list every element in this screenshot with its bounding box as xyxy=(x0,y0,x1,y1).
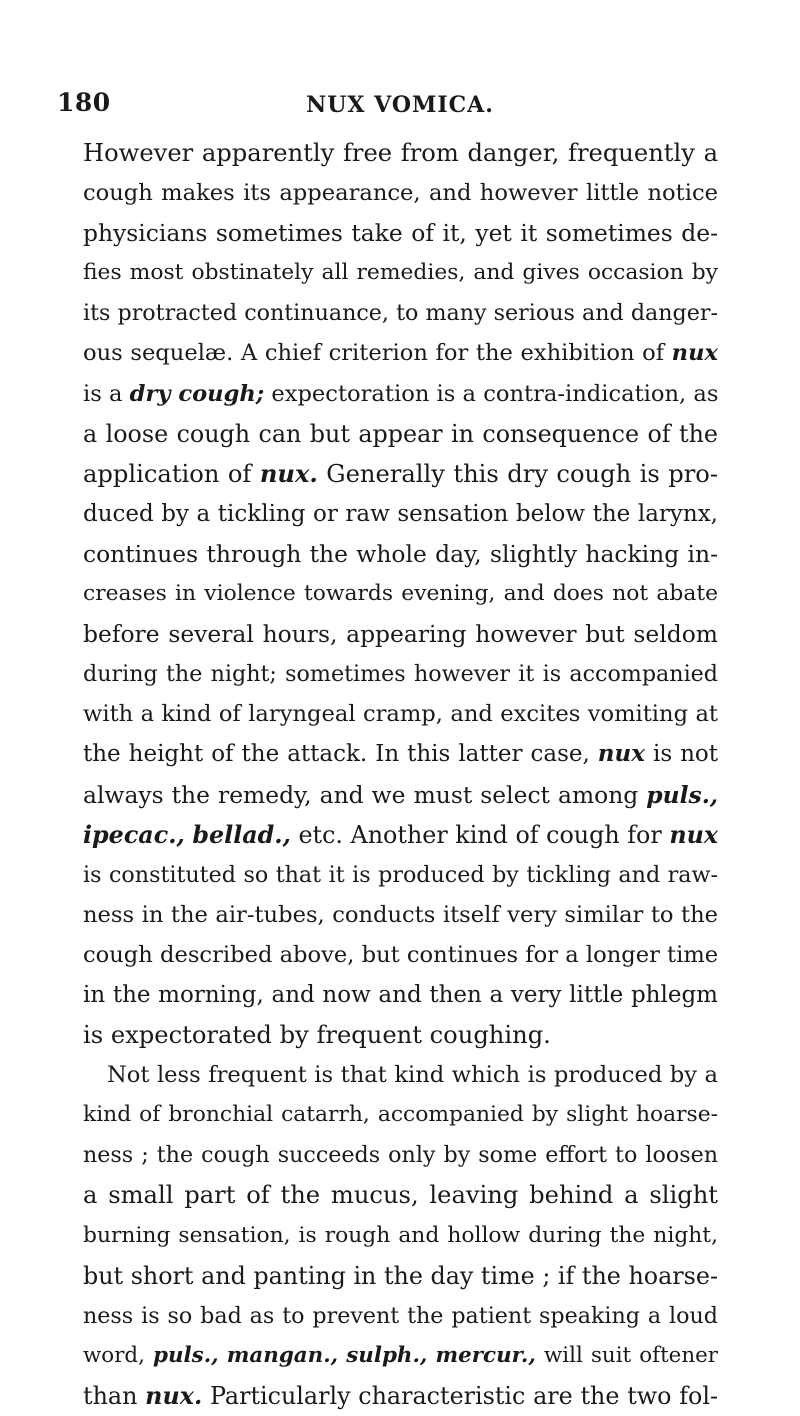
text-line xyxy=(83,494,718,534)
text-run: fies most obstinately all remedies, and gives occasion by xyxy=(83,260,718,286)
text-line xyxy=(83,975,718,1015)
text-run: Generally this dry cough is pro- xyxy=(317,459,718,488)
text-run: its protracted continuance, to many serious and danger- xyxy=(83,300,718,327)
text-line xyxy=(83,1256,718,1296)
text-run: physicians sometimes take of it, yet it sometimes de- xyxy=(83,219,718,248)
text-run: is constituted so that it is produced by tickling and raw- xyxy=(83,861,718,888)
text-run: than xyxy=(83,1381,146,1410)
text-line xyxy=(83,574,718,614)
text-run: ness in the air-tubes, conducts itself very similar to the xyxy=(83,901,718,928)
text-run: ous sequelæ. A chief criterion for the exhibition of xyxy=(83,340,672,367)
text-line xyxy=(83,213,718,253)
text-line xyxy=(83,935,718,975)
text-line xyxy=(83,1135,718,1175)
italic-term: mangan., xyxy=(226,1342,339,1368)
text-run: is expectorated by frequent coughing. xyxy=(83,1021,551,1050)
text-run: etc. Another kind of cough for xyxy=(290,820,670,849)
text-run: with a kind of laryngeal cramp, and excites vomiting at xyxy=(83,701,718,728)
text-line xyxy=(83,1216,718,1256)
text-line xyxy=(83,694,718,734)
text-line xyxy=(83,374,718,414)
text-run: but short and panting in the day time ; if the hoarse- xyxy=(83,1261,718,1290)
text-run: during the night; sometimes however it is accompanied xyxy=(83,661,718,688)
text-run: the height of the attack. In this latter case, xyxy=(83,741,598,768)
text-line xyxy=(83,855,718,895)
text-line xyxy=(83,534,718,574)
italic-term: puls., xyxy=(153,1342,219,1368)
text-line xyxy=(83,293,718,333)
text-line xyxy=(83,133,718,173)
italic-term: nux xyxy=(671,340,718,367)
italic-term: nux. xyxy=(145,1381,203,1410)
text-run: is a xyxy=(83,380,130,407)
page-header xyxy=(0,88,800,124)
italic-term: mercur., xyxy=(435,1342,536,1368)
text-line xyxy=(83,1015,718,1055)
text-run: burning sensation, is rough and hollow during the night, xyxy=(83,1222,718,1248)
italic-term: bellad., xyxy=(192,820,291,849)
text-run xyxy=(427,1343,435,1368)
text-line xyxy=(83,1296,718,1336)
text-run xyxy=(219,1343,227,1368)
text-run: is not xyxy=(644,741,719,768)
text-line xyxy=(83,173,718,213)
text-run: in the morning, and now and then a very little phlegm xyxy=(83,981,718,1008)
text-run: a small part of the mucus, leaving behind a slight xyxy=(83,1181,718,1210)
text-run: will suit oftener xyxy=(535,1342,718,1368)
text-line xyxy=(83,734,718,774)
text-line xyxy=(83,454,718,494)
body-text xyxy=(83,133,718,1416)
italic-term: ipecac., xyxy=(83,820,185,849)
text-line xyxy=(83,1055,718,1095)
text-line xyxy=(83,1336,718,1376)
text-run: application of xyxy=(83,459,260,488)
text-line xyxy=(83,895,718,935)
text-line xyxy=(83,1175,718,1215)
italic-term: puls., xyxy=(646,780,718,809)
text-run: duced by a tickling or raw sensation below the larynx, xyxy=(83,500,718,527)
italic-term: nux xyxy=(597,740,645,768)
page-number: 180 xyxy=(57,88,111,117)
text-run: word, xyxy=(83,1342,154,1368)
running-title: NUX VOMICA. xyxy=(306,92,494,118)
text-line xyxy=(83,775,718,815)
text-line xyxy=(83,414,718,454)
text-run: ness ; the cough succeeds only by some effort to loosen xyxy=(83,1142,718,1169)
text-run: ness is so bad as to prevent the patient speaking a loud xyxy=(83,1302,718,1329)
text-line xyxy=(83,654,718,694)
text-run: Particularly characteristic are the two fol- xyxy=(202,1381,718,1410)
text-line xyxy=(83,253,718,293)
text-run: always the remedy, and we must select among xyxy=(83,780,647,809)
text-run: before several hours, appearing however but seldom xyxy=(83,620,718,649)
text-run: However apparently free from danger, frequently a xyxy=(83,139,718,167)
text-run: cough described above, but continues for a longer time xyxy=(83,941,719,968)
text-run: expectoration is a contra-indication, as xyxy=(264,380,719,407)
text-run: Not less frequent is that kind which is produced by a xyxy=(107,1062,718,1089)
italic-term: dry cough; xyxy=(129,380,265,407)
text-run: kind of bronchial catarrh, accompanied by slight hoarse- xyxy=(83,1102,718,1128)
text-run: a loose cough can but appear in consequence of the xyxy=(83,419,718,448)
italic-term: sulph., xyxy=(346,1342,428,1368)
italic-term: nux xyxy=(669,820,719,849)
italic-term: nux. xyxy=(259,458,318,488)
text-line xyxy=(83,614,718,654)
text-run: cough makes its appearance, and however little notice xyxy=(83,180,718,207)
text-line xyxy=(83,1095,718,1135)
text-run: creases in violence towards evening, and does not abate xyxy=(83,581,718,607)
text-line xyxy=(83,815,718,855)
text-run: continues through the whole day, slightly hacking in- xyxy=(83,539,718,568)
text-line xyxy=(83,333,718,373)
